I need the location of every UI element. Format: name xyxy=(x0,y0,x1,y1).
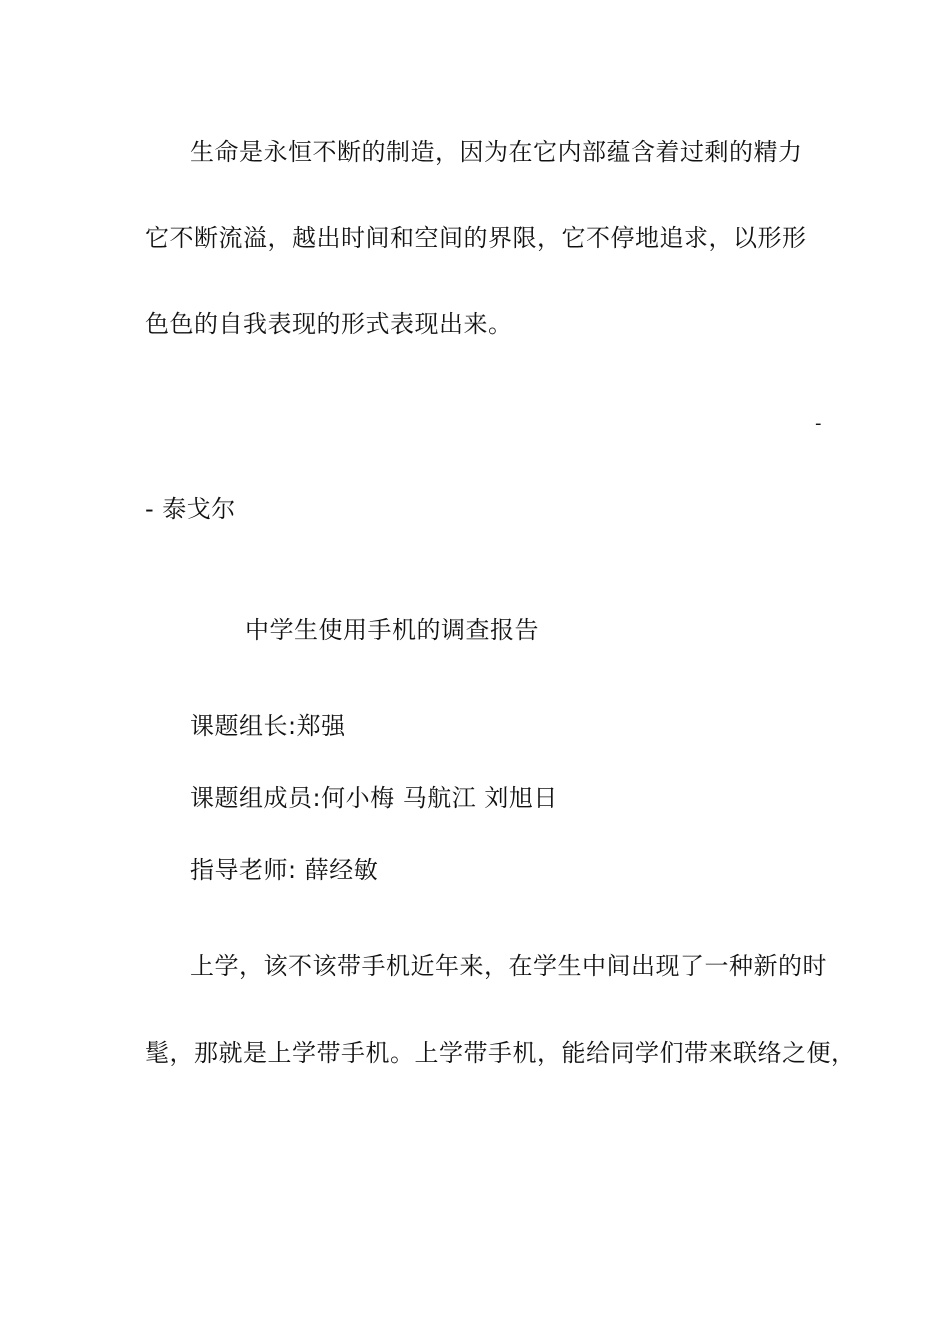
quote-line-3: 色色的自我表现的形式表现出来。 xyxy=(145,310,513,338)
body-paragraph-line-2: 髦，那就是上学带手机。上学带手机，能给同学们带来联络之便， xyxy=(145,1039,856,1067)
quote-line-1: 生命是永恒不断的制造，因为在它内部蕴含着过剩的精力 xyxy=(190,138,803,166)
report-title: 中学生使用手机的调查报告 xyxy=(245,616,539,644)
report-members: 课题组成员:何小梅 马航江 刘旭日 xyxy=(190,784,558,812)
report-leader: 课题组长:郑强 xyxy=(190,712,346,740)
quote-author: - 泰戈尔 xyxy=(145,495,236,523)
quote-dash: - xyxy=(815,413,822,434)
quote-line-2: 它不断流溢，越出时间和空间的界限，它不停地追求，以形形 xyxy=(145,224,807,252)
body-paragraph-line-1: 上学，该不该带手机近年来，在学生中间出现了一种新的时 xyxy=(190,952,827,980)
report-advisor: 指导老师: 薛经敏 xyxy=(190,856,379,884)
